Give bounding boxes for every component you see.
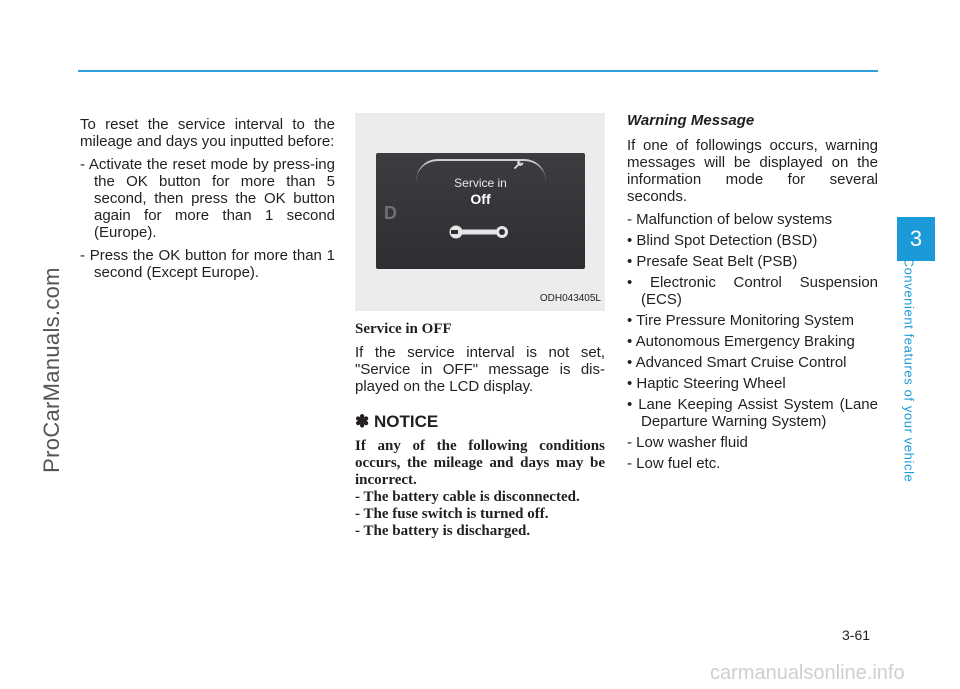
screen-off-text: Off <box>470 191 491 207</box>
lcd-screen <box>376 153 585 269</box>
extra-item: - Low washer fluid <box>627 434 748 451</box>
warning-message-heading: Warning Message <box>627 112 755 129</box>
system-bullet: • Electronic Control Suspension (ECS) <box>627 274 878 308</box>
warning-intro: If one of followings occurs, warning messages will be displayed on the information mode for several seconds. <box>627 137 878 205</box>
column-left <box>80 116 335 287</box>
screen-service-in-text: Service in <box>454 176 507 190</box>
wrench-icon <box>448 223 510 245</box>
system-bullet: • Autonomous Emergency Braking <box>627 333 855 350</box>
malfunction-item: - Malfunction of below systems <box>627 211 833 228</box>
small-wrench-icon <box>513 157 525 174</box>
side-watermark: ProCarManuals.com <box>39 267 64 473</box>
service-off-body: If the service interval is not set, "Service in OFF" message is dis-played on the LCD display. <box>355 344 605 395</box>
notice-item: - The battery is discharged. <box>355 523 531 539</box>
top-rule <box>78 70 878 72</box>
notice-icon: ✽ <box>355 412 370 431</box>
system-bullet: • Haptic Steering Wheel <box>627 375 786 392</box>
system-bullet: • Advanced Smart Cruise Control <box>627 354 847 371</box>
notice-body: If any of the following conditions occurs, the mileage and days may be incorrect. <box>355 438 605 488</box>
system-bullet: • Tire Pressure Monitoring System <box>627 312 854 329</box>
notice-heading <box>355 413 605 430</box>
extra-item: - Low fuel etc. <box>627 455 721 472</box>
page-number: 3-61 <box>842 627 871 643</box>
notice-item: - The battery cable is disconnected. <box>355 489 580 505</box>
chapter-title: Convenient features of your vehicle <box>901 257 917 483</box>
footer-watermark: carmanualsonline.info <box>710 662 905 684</box>
system-bullet: • Lane Keeping Assist System (Lane Departure Warning System) <box>627 396 878 430</box>
notice-title: NOTICE <box>373 412 439 431</box>
gear-indicator: D <box>384 203 397 223</box>
figure-code: ODH043405L <box>539 293 601 304</box>
cluster-figure <box>355 113 605 311</box>
column-right <box>627 112 878 476</box>
system-bullet: • Presafe Seat Belt (PSB) <box>627 253 798 270</box>
reset-intro: To reset the service interval to the mileage and days you inputted before: <box>80 116 335 150</box>
notice-item: - The fuse switch is turned off. <box>355 506 549 522</box>
system-bullet: • Blind Spot Detection (BSD) <box>627 232 818 249</box>
chapter-number-tab: 3 <box>897 217 935 261</box>
service-off-heading: Service in OFF <box>355 321 452 337</box>
reset-step-europe: - Activate the reset mode by press-ing the OK button for more than 5 second, then press the OK button again for more than 1 second (Europe). <box>80 156 335 241</box>
column-middle <box>355 113 605 540</box>
reset-step-except-europe: - Press the OK button for more than 1 second (Except Europe). <box>80 247 335 281</box>
